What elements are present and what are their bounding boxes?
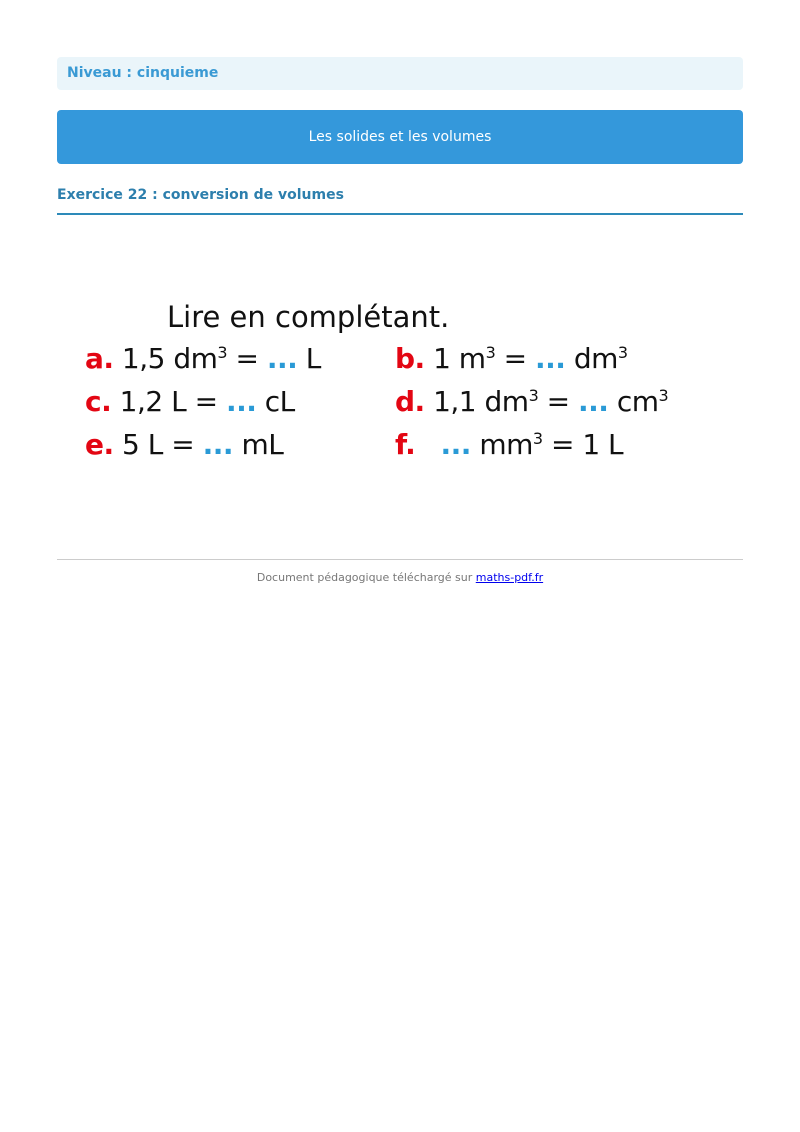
footer-divider [57,559,743,560]
item-exponent: 3 [528,386,539,405]
item-text-tail: L [297,342,321,375]
item-blank-dots: ... [202,428,234,461]
chapter-banner [57,110,743,164]
exercise-item-c [85,385,295,418]
item-text-tail: cL [256,385,295,418]
niveau-label: Niveau : cinquieme [67,65,219,81]
exercise-item-a [85,342,321,375]
item-text-after: = [538,385,579,418]
item-text-tail: dm [565,342,618,375]
item-text-after: = [495,342,536,375]
item-text-before: 1,5 dm [113,342,218,375]
footer-link[interactable]: maths-pdf.fr [475,571,544,584]
exercise-item-e [85,428,283,461]
chapter-title: Les solides et les volumes [308,129,492,145]
exercise-instruction: Lire en complétant. [167,300,450,334]
footer-text: Document pédagogique téléchargé sur [256,571,476,584]
item-blank-dots: ... [578,385,609,418]
item-letter: f. [395,428,416,461]
item-text-tail: cm [608,385,659,418]
item-text-before [415,428,440,461]
item-blank-dots: ... [535,342,566,375]
exercise-item-f [395,428,623,461]
item-exponent-tail: 3 [532,429,543,448]
item-text-before: 1,1 dm [424,385,529,418]
item-letter: a. [85,342,114,375]
item-letter: d. [395,385,425,418]
item-exponent-tail: 3 [617,343,628,362]
item-text-after: = [227,342,267,375]
item-exponent-tail: 3 [658,386,669,405]
item-exponent: 3 [485,343,496,362]
item-letter: c. [85,385,112,418]
item-text-end: = 1 L [542,428,624,461]
item-letter: e. [85,428,114,461]
exercise-title: Exercice 22 : conversion de volumes [57,185,743,215]
item-blank-dots: ... [440,428,471,461]
item-letter: b. [395,342,425,375]
item-text-tail: mL [233,428,284,461]
item-text-after: = [186,385,226,418]
item-exponent: 3 [217,343,228,362]
item-text-after: = [162,428,203,461]
niveau-box [57,57,743,90]
item-text-before: 1 m [424,342,486,375]
exercise-item-d [395,385,668,418]
exercise-item-b [395,342,628,375]
footer [57,571,743,584]
item-blank-dots: ... [225,385,257,418]
item-text-before: 5 L [113,428,163,461]
item-blank-dots: ... [266,342,298,375]
item-text-tail: mm [470,428,533,461]
item-text-before: 1,2 L [111,385,187,418]
exercise-content [57,290,743,480]
